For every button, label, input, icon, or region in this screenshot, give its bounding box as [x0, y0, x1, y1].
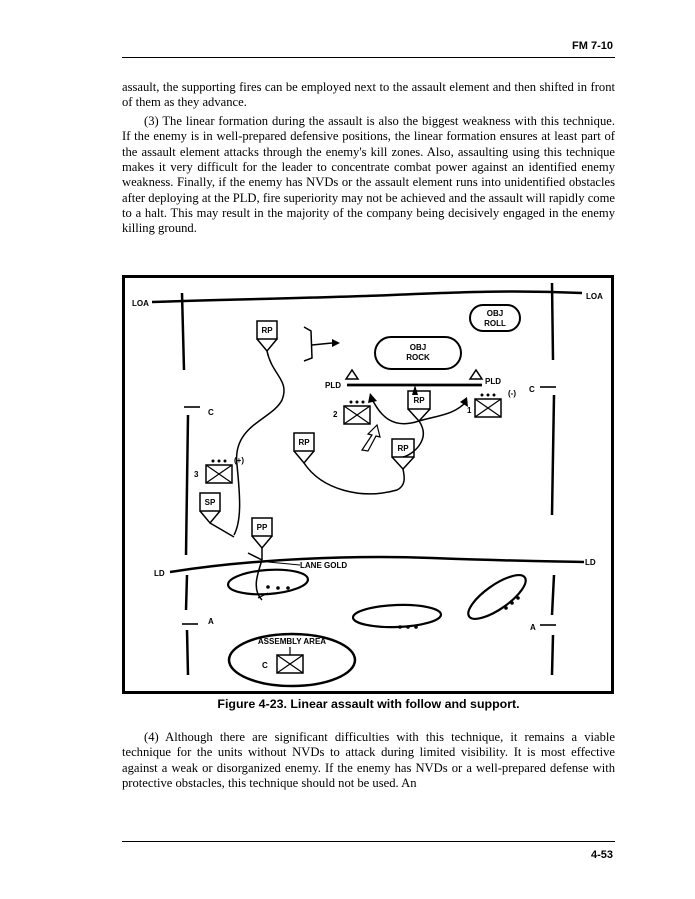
ld-right-label: LD [585, 558, 596, 567]
lane-gold-label: LANE GOLD [300, 561, 348, 570]
svg-text:ROCK: ROCK [406, 353, 430, 362]
right-boundary [552, 283, 554, 675]
boundary-a-right: A [530, 623, 536, 632]
svg-text:RP: RP [397, 444, 409, 453]
svg-text:SP: SP [204, 498, 216, 507]
svg-text:OBJ: OBJ [409, 343, 427, 352]
svg-text:2: 2 [333, 410, 338, 419]
loa-right-label: LOA [586, 292, 603, 301]
svg-text:3: 3 [194, 470, 199, 479]
boundary-c-right: C [529, 385, 535, 394]
svg-text:OBJ: OBJ [486, 309, 504, 318]
pld-right-label: PLD [485, 377, 501, 386]
pp-marker [252, 518, 272, 548]
rp-marker-top [257, 321, 277, 351]
loa-left-label: LOA [132, 299, 149, 308]
route-line [304, 463, 404, 494]
svg-text:RP: RP [298, 438, 310, 447]
release-point-triangle [346, 370, 358, 379]
unit-1-symbol [467, 394, 501, 418]
figure-caption: Figure 4-23. Linear assault with follow and support. [217, 697, 520, 711]
figure-4-23-diagram [122, 275, 615, 695]
header-rule [122, 57, 615, 58]
hollow-arrow [362, 425, 380, 451]
rp-marker-mid [294, 433, 314, 463]
paragraph-4: (4) Although there are significant difficulties with this technique, it remains a viable technique for the units without NVDs to attack during limited visibility. It is most effective against a weak or disorganized enemy. If the enemy has NVDs or a well-prepared defense with protective obstacles, this technique should not be used. An [122, 730, 615, 791]
rp-marker-pld [408, 391, 430, 421]
sp-marker [200, 493, 220, 523]
svg-text:1: 1 [467, 406, 472, 415]
obstacle-oval [353, 603, 442, 628]
svg-text:RP: RP [261, 326, 273, 335]
boundary-c-left: C [208, 408, 214, 417]
paragraph-continuation: assault, the supporting fires can be employed next to the assault element and then shifted in front of them as they advance. [122, 80, 615, 110]
pld-left-label: PLD [325, 381, 341, 390]
assembly-area-label: ASSEMBLY AREA [257, 637, 327, 646]
svg-text:PP: PP [256, 523, 268, 532]
ld-left-label: LD [154, 569, 165, 578]
release-point-triangle [470, 370, 482, 379]
obstacle-oval [462, 568, 531, 627]
svg-text:(+): (+) [234, 456, 244, 465]
route-line [248, 548, 262, 600]
running-header: FM 7-10 [572, 40, 613, 52]
unit-c-symbol [262, 655, 303, 673]
unit-2-symbol [333, 401, 370, 425]
boundary-a-left: A [208, 617, 214, 626]
figure-frame [124, 277, 613, 693]
obstacle-oval [227, 567, 308, 597]
svg-text:RP: RP [413, 396, 425, 405]
svg-text:ROLL: ROLL [484, 319, 506, 328]
minus-label: (-) [508, 389, 516, 398]
left-boundary [182, 293, 188, 675]
footer-rule [122, 841, 615, 842]
route-line [234, 351, 284, 535]
svg-text:C: C [262, 661, 268, 670]
loa-line [152, 292, 582, 302]
ld-line [170, 557, 584, 572]
paragraph-3: (3) The linear formation during the assault is also the biggest weakness with this technique. If the enemy is in well-prepared defensive positions, the linear formation ensures at least part of the assault element attacks through the enemy's kill zones. Also, assaulting using this technique makes it very difficult for the leader to concentrate combat power against an identified enemy weakness. Finally, if the enemy has NVDs or the assault element runs into unidentified obstacles after deploying at the PLD, fire superiority may not be achieved and the assault will rapidly come to a halt. This may result in the majority of the company being decisively engaged in the enemy killing ground. [122, 114, 615, 236]
page-number: 4-53 [590, 849, 613, 861]
support-arrow [304, 327, 332, 361]
